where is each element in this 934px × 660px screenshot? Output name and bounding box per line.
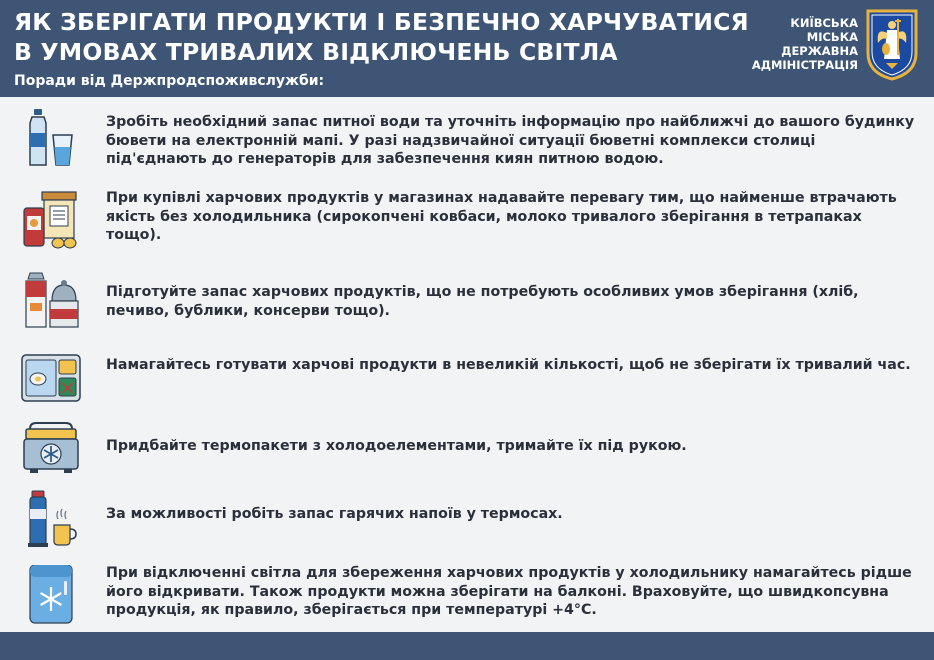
thermos-icon [20,489,82,551]
fridge-icon [20,565,82,627]
tip-text: Підготуйте запас харчових продуктів, що не потребують особливих умов зберігання (хліб, печиво, бублики, консерви тощо). [106,284,859,319]
tip-text: Зробіть необхідний запас питної води та уточніть інформацію про найближчі до вашого будинку бювети на електронній мапі. У разі надзвичайної ситуації бюветні комплекси столиці під'єднають до генераторів для забезпечення киян питною водою. [106,114,915,167]
cooler-box-icon [20,421,82,483]
title-line-1: ЯК ЗБЕРІГАТИ ПРОДУКТИ І БЕЗПЕЧНО ХАРЧУВАТИСЯ [14,8,749,36]
tip-text: Придбайте термопакети з холодоелементами, тримайте їх під рукою. [106,438,687,454]
org-line-4: АДМІНІСТРАЦІЯ [751,58,858,72]
org-line-1: КИЇВСЬКА [790,16,858,30]
water-bottle-icon [20,107,82,169]
grocery-products-icon [20,190,82,252]
tip-text: За можливості робіть запас гарячих напоїв у термосах. [106,506,563,522]
kyiv-coat-of-arms-icon [866,9,918,81]
meal-tray-icon [20,351,82,413]
header-banner [0,0,934,97]
organization-name [752,16,858,72]
tip-text: При відключенні світла для збереження харчових продуктів у холодильнику намагайтесь рідше його відкривати. Також продукти можна зберігати на балконі. Враховуйте, що швидкопсувна продукція, як правило, зберігається при температурі +4°С. [106,565,912,618]
org-line-2: МІСЬКА [806,30,858,44]
org-line-3: ДЕРЖАВНА [781,44,858,58]
page-title [14,7,774,67]
canned-food-icon [20,271,82,333]
footer-bar [0,632,934,660]
page-subtitle: Поради від Держпродспоживслужби: [14,73,325,89]
tip-text: При купівлі харчових продуктів у магазинах надавайте перевагу тим, що найменше втрачають якість без холодильника (сирокопчені ковбаси, молоко тривалого зберігання в тетрапаках тощо). [106,190,897,243]
tip-text: Намагайтесь готувати харчові продукти в невеликій кількості, щоб не зберігати їх тривалий час. [106,357,911,373]
title-line-2: В УМОВАХ ТРИВАЛИХ ВІДКЛЮЧЕНЬ СВІТЛА [14,38,618,66]
